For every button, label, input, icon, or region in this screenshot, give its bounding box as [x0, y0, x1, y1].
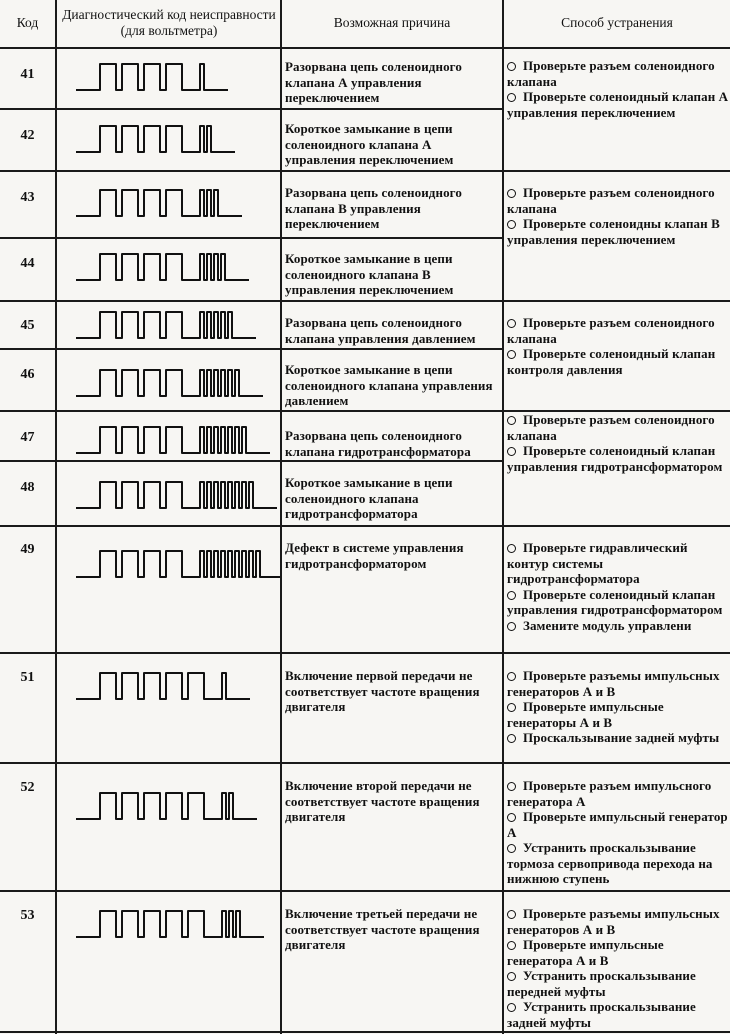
cause-text: Разорвана цепь соленоидного клапана гидротрансформатора [285, 428, 471, 459]
row-code: 42 [20, 128, 35, 143]
remedy-list [507, 315, 729, 377]
remedy-item: Проверьте соленоидный клапан управления гидротрансформатором [507, 443, 723, 474]
cause-text: Включение второй передачи не соответствует частоте вращения двигателя [285, 778, 480, 824]
cause-text: Короткое замыкание в цепи соленоидного клапана гидротрансформатора [285, 475, 453, 521]
remedy-item: Проверьте разъемы импульсных генераторов А и В [507, 906, 720, 937]
remedy-item: Проверьте разъем соленоидного клапана [507, 315, 715, 346]
row-divider [0, 652, 730, 654]
row-code: 47 [20, 430, 35, 445]
waveform-icon [56, 905, 280, 945]
circle-bullet-icon [507, 672, 516, 681]
row-code: 49 [20, 542, 35, 557]
remedy-item: Проверьте гидравлический контур системы гидротрансформатора [507, 540, 688, 586]
remedy-list [507, 668, 729, 746]
row-divider [0, 237, 503, 239]
row-code: 44 [20, 256, 35, 271]
row-code: 45 [20, 318, 35, 333]
circle-bullet-icon [507, 782, 516, 791]
column-divider [280, 0, 282, 1034]
remedy-item: Проверьте соленоидный клапан контроля давления [507, 346, 716, 377]
remedy-item: Проверьте разъем соленоидного клапана [507, 412, 715, 443]
circle-bullet-icon [507, 941, 516, 950]
waveform-icon [56, 120, 280, 160]
cause-text: Короткое замыкание в цепи соленоидного клапана управления давлением [285, 362, 493, 408]
waveform-icon [56, 306, 280, 346]
remedy-item: Проверьте импульсные генератора А и В [507, 937, 664, 968]
circle-bullet-icon [507, 910, 516, 919]
remedy-item: Проскальзывание задней муфты [507, 730, 729, 746]
waveform-icon [56, 667, 280, 707]
waveform-icon [56, 545, 280, 585]
row-code: 46 [20, 367, 35, 382]
cause-text: Разорвана цепь соленоидного клапана В управления переключением [285, 185, 462, 231]
remedy-item: Проверьте импульсный генератор А [507, 809, 728, 840]
row-divider [0, 108, 503, 110]
column-divider [502, 0, 504, 1034]
row-divider [0, 348, 503, 350]
circle-bullet-icon [507, 93, 516, 102]
cause-text: Короткое замыкание в цепи соленоидного клапана А управления переключением [285, 121, 454, 167]
row-divider [0, 170, 730, 172]
remedy-item: Проверьте соленоидный клапан управления гидротрансформатором [507, 586, 723, 617]
waveform-icon [56, 248, 280, 288]
header-waveform: Диагностический код неисправности (для вольтметра) [62, 7, 276, 38]
header-remedy: Способ устранения [561, 15, 673, 30]
remedy-item: Проверьте разъем импульсного генератора А [507, 778, 712, 809]
row-divider [0, 1031, 730, 1033]
remedy-list [507, 778, 729, 887]
remedy-list [507, 540, 729, 633]
circle-bullet-icon [507, 416, 516, 425]
row-code: 53 [20, 908, 35, 923]
row-divider [0, 525, 730, 527]
remedy-item: Проверьте соленоидный клапан А управления переключением [507, 89, 729, 120]
circle-bullet-icon [507, 734, 516, 743]
remedy-item: Проверьте разъем соленоидного клапана [507, 185, 715, 216]
cause-text: Включение третьей передачи не соответствует частоте вращения двигателя [285, 906, 480, 952]
waveform-icon [56, 476, 280, 516]
cause-text: Короткое замыкание в цепи соленоидного клапана В управления переключением [285, 251, 454, 297]
circle-bullet-icon [507, 591, 516, 600]
cause-text: Дефект в системе управления гидротрансформатором [285, 540, 464, 571]
remedy-item: Проверьте соленоидны клапан В управления переключением [507, 216, 720, 247]
circle-bullet-icon [507, 1003, 516, 1012]
circle-bullet-icon [507, 544, 516, 553]
circle-bullet-icon [507, 703, 516, 712]
circle-bullet-icon [507, 220, 516, 229]
remedy-item: Устранить проскальзывание задней муфты [507, 999, 696, 1030]
row-code: 43 [20, 190, 35, 205]
circle-bullet-icon [507, 189, 516, 198]
waveform-icon [56, 787, 280, 827]
remedy-item: Устранить проскальзывание тормоза сервопривода перехода на нижнюю ступень [507, 840, 713, 886]
remedy-list [507, 906, 729, 1030]
remedy-item: Замените модуль управлени [507, 618, 729, 634]
circle-bullet-icon [507, 447, 516, 456]
cause-text: Включение первой передачи не соответствует частоте вращения двигателя [285, 668, 480, 714]
row-code: 51 [20, 670, 35, 685]
cause-text: Разорвана цепь соленоидного клапана А управления переключением [285, 59, 462, 105]
row-code: 41 [20, 67, 35, 82]
row-code: 48 [20, 480, 35, 495]
circle-bullet-icon [507, 972, 516, 981]
circle-bullet-icon [507, 350, 516, 359]
waveform-icon [56, 184, 280, 224]
circle-bullet-icon [507, 622, 516, 631]
row-code: 52 [20, 780, 35, 795]
circle-bullet-icon [507, 319, 516, 328]
waveform-icon [56, 58, 280, 98]
circle-bullet-icon [507, 844, 516, 853]
header-cause: Возможная причина [333, 15, 451, 30]
row-divider [0, 890, 730, 892]
header-divider [0, 47, 730, 49]
row-divider [0, 300, 730, 302]
remedy-item: Проверьте разъем соленоидного клапана [507, 58, 715, 89]
remedy-list [507, 58, 729, 120]
waveform-icon [56, 421, 280, 461]
remedy-list [507, 185, 729, 247]
waveform-icon [56, 364, 280, 404]
remedy-item: Устранить проскальзывание передней муфты [507, 968, 696, 999]
cause-text: Разорвана цепь соленоидного клапана управления давлением [285, 315, 476, 346]
row-divider [0, 762, 730, 764]
remedy-item: Проверьте импульсные генераторы А и В [507, 699, 664, 730]
remedy-list [507, 412, 729, 474]
remedy-item: Проверьте разъемы импульсных генераторов А и В [507, 668, 720, 699]
circle-bullet-icon [507, 813, 516, 822]
circle-bullet-icon [507, 62, 516, 71]
header-code: Код [16, 15, 39, 30]
